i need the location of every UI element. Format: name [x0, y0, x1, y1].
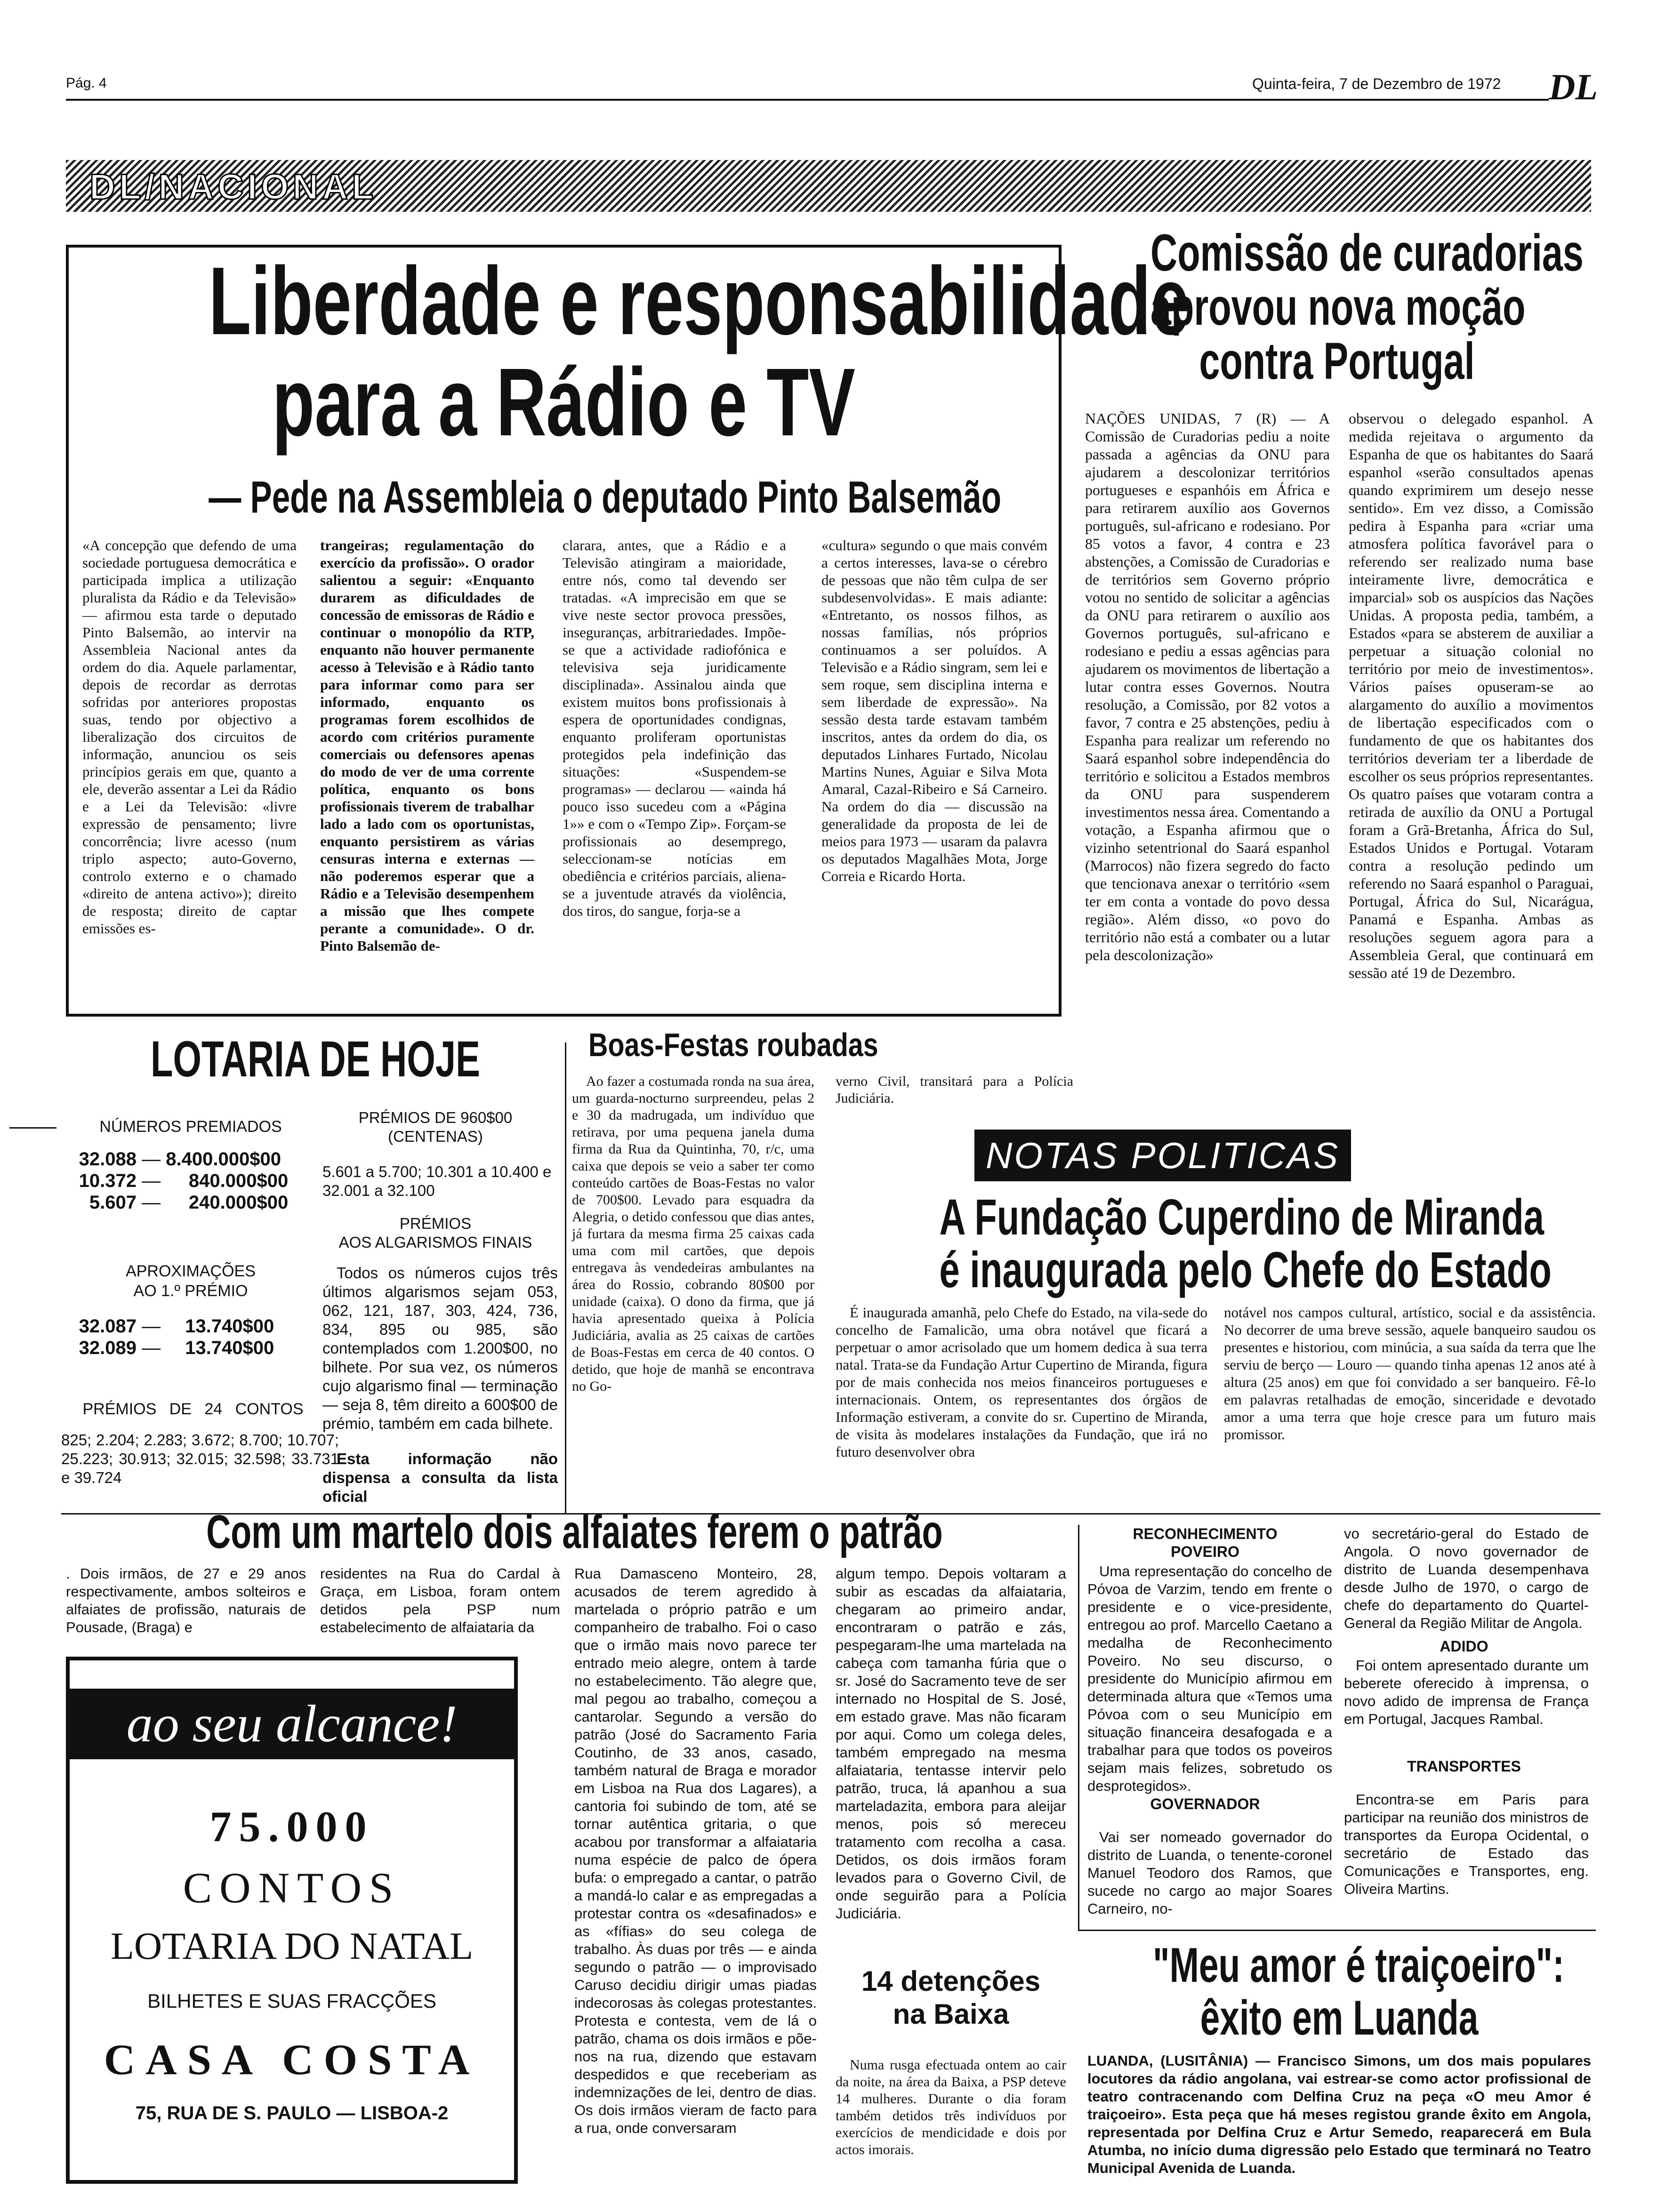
- notas-banner-label: NOTAS POLITICAS: [985, 1135, 1340, 1176]
- povoa-col2-text: vo secretário-geral do Estado de Angola. O novo governador de distrito de Luanda desempenhava desde Julho de 1970, o cargo de chefe do departamento do Quartel-General da Região Militar de Angola.: [1344, 1525, 1589, 1631]
- meuamor-title-wrap: [1080, 1939, 1598, 2044]
- notas-banner: [974, 1130, 1351, 1181]
- aprox-label: [66, 1261, 315, 1301]
- aprox-label-line1: APROXIMAÇÕES: [126, 1262, 256, 1280]
- meuamor-hrule: [1078, 1930, 1596, 1931]
- lotaria-vrule: [565, 1042, 566, 1513]
- ad-line5: CASA COSTA: [104, 2036, 480, 2084]
- povoa-heading: [1083, 1525, 1327, 1561]
- aprox-list: [71, 1315, 334, 1359]
- alfaiates-lead-col-2: residentes na Rua do Cardal à Graça, em Lisboa, foram ontem detidos pela PSP num estabelecimento de alfaiataria da: [320, 1565, 560, 1635]
- section-banner-label: DL/NACIONAL: [89, 167, 378, 207]
- finais-label-line1: PRÉMIOS: [399, 1215, 472, 1232]
- detencoes-text: Numa rusga efectuada ontem ao cair da noite, na área da Baixa, a PSP deteve 14 mulheres. Durante o dia foram também detidos três indivíduos por exercícios de mendicidade e dois por actos imorais.: [836, 2057, 1066, 2157]
- alfaiates-col-3: Rua Damasceno Monteiro, 28, acusados de terem agredido à martelada o próprio patrão e um companheiro de trabalho. Foi o caso que o irmão mais novo parece ter entrado meio alegre, ontem à tarde no estabelecimento. Tão alegre que, mal pegou ao trabalho, começou a cantarolar. Segundo a versão do patrão (José do Sacramento Faria Coutinho, de 33 anos, casado, também natural de Braga e morador em Lisboa na Rua dos Lagares), a cantoria foi subindo de tom, até se tornar autêntica gritaria, o que acabou por transformar a alfaiataria numa espécie de palco de ópera bufa: o empregado a cantar, o patrão a mandá-lo calar e as empregadas a protestar contra os «desafinados» e as «fífias» do seu colega de trabalho. Às duas por três — e ainda segundo o patrão — o improvisado Caruso decidiu dirigir umas piadas indecorosas às colegas protestantes. Protesta e contesta, vem de lá o patrão, chama os dois irmãos e põe-nos na rua, dizendo que estavam despedidos e que receberiam as indemnizações de lei, dentro de dias. Os dois irmãos vieram de facto para a rua, onde conversaram: [574, 1565, 817, 2136]
- boasfestas-col-1: Ao fazer a costumada ronda na sua área, um guarda-nocturno surpreendeu, pelas 2 e 30 da madrugada, um indivíduo que retirava, por uma pequena janela duma firma da Rua da Quintinha, 70, r/c, uma caixa que depois se veio a saber ter como conteúdo cartões de Boas-Festas no valor de 700$00. Levado para esquadra da Alegria, o detido confessou que dias antes, já furtara da mesma firma 25 caixas cada uma com mil cartões, que depois entregava às vendedeiras ambulantes na área do Rossio, cobrando 80$00 por unidade (caixa). O dono da firma, que já havia apresentado queixa à Polícia Judiciária, avalia as 25 caixas de cartões de Boas-Festas em cerca de 40 contos. O detido, que hoje de manhã se encontrava no Go-: [572, 1074, 814, 1394]
- notas-title-line1: A Fundação Cuperdino de Miranda: [939, 1188, 1544, 1245]
- masthead-rule: [66, 99, 1549, 101]
- premiado-row: 10.372 — 840.000$00: [79, 1170, 289, 1191]
- onu-col-2: observou o delegado espanhol. A medida rejeitava o argumento da Espanha de que os habitantes do Saará espanhol «serão consultados apenas quando exprimirem um desejo nesse sentido». Em vez disso, a Comissão pedira à Espanha para «criar uma atmosfera política favorável para o referendo ser realizado numa base inteiramente livre, democrática e imparcial» sob os auspícios das Nações Unidas. A proposta pedia, também, a Estados «para se absterem de auxiliar a perpetuar a situação colonial no território por meio de investimentos». Vários países opuseram-se ao alargamento do auxílio a movimentos de libertação especificados com o fundamento de que os habitantes dos territórios deveriam ter a liberdade de escolher os seus próprios representantes. Os quatro países que votaram contra a retirada de auxílio da ONU a Portugal foram a Grã-Bretanha, África do Sul, Estados Unidos e Portugal. Votaram contra a resolução pedindo um referendo no Saará espanhol o Paraguai, Portugal, África do Sul, Nicarágua, Panamá e Espanha. Ambas as resoluções seguem agora para a Assembleia Geral, que continuará em sessão até 19 de Dezembro.: [1349, 410, 1593, 981]
- finais-label-line2: AOS ALGARISMOS FINAIS: [338, 1234, 532, 1251]
- centenas-label-line1: PRÉMIOS DE 960$00: [358, 1109, 513, 1126]
- premiados-list: [71, 1148, 334, 1213]
- alfaiates-col-4: algum tempo. Depois voltaram a subir as escadas da alfaiataria, chegaram ao primeiro andar, encontraram o patrão e zás, pespegaram-lhe uma martelada na cabeça com tamanha fúria que o sr. José do Sacramento teve de ser internado no Hospital de S. José, em estado grave. Mas não ficaram por aqui. Como um colega deles, também empregado na mesma alfaiataria, tentasse intervir pelo patrão, truca, lá apanhou a sua marteladazita, embora para aleijar menos, pois só mereceu tratamento com recolha a casa. Detidos, os dois irmãos foram levados para o Governo Civil, de onde seguirão para a Polícia Judiciária.: [836, 1565, 1066, 1922]
- notas-col-1: É inaugurada amanhã, pelo Chefe do Estado, na vila-sede do concelho de Famalicão, uma obra notável que ficará a perpetuar o amor acrisolado que um homem dedica à sua terra natal. Trata-se da Fundação Artur Cupertino de Miranda, figura por de mais conhecida nos meios financeiros portugueses e internacionais. Ontem, os representantes dos órgãos de Informação estiveram, a convite do sr. Cupertino de Miranda, de visita às modelares instalações da Fundação, que irá no futuro desenvolver obra: [836, 1304, 1207, 1460]
- aprox-row: 32.089 — 13.740$00: [79, 1338, 274, 1358]
- aprox-label-line2: AO 1.º PRÉMIO: [133, 1282, 248, 1300]
- povoa-heading-line1: RECONHECIMENTO: [1133, 1525, 1278, 1542]
- ad-line3: LOTARIA DO NATAL: [110, 1924, 474, 1967]
- boasfestas-title: Boas-Festas roubadas: [588, 1026, 878, 1063]
- notas-title-line2: é inaugurada pelo Chefe do Estado: [939, 1241, 1552, 1298]
- section-banner: [66, 160, 1591, 212]
- lead-col-1: «A concepção que defendo de uma sociedade portuguesa democrática e participada implica a utilização pluralista da Rádio e da Televisão» — afirmou esta tarde o deputado Pinto Balsemão, ao intervir na Assembleia Nacional antes da ordem do dia. Aquele parlamentar, depois de recordar as derrotas sofridas por anteriores propostas suas, tendo por objectivo a liberalização dos circuitos de informação, anunciou os seis princípios gerais em que, quanto a ele, deverão assentar a Lei da Rádio e a Lei da Televisão: «livre expressão de pensamento; livre concorrência; livre acesso (num triplo aspecto; auto-Governo, controlo externo e o chamado «direito de antena activo»); direito de resposta; direito de captar emissões es-: [82, 537, 297, 937]
- alfaiates-lead-col-1: . Dois irmãos, de 27 e 29 anos respectivamente, ambos solteiros e alfaiates de profissão, naturais de Pousade, (Braga) e: [66, 1565, 306, 1635]
- premiados-label: NÚMEROS PREMIADOS: [99, 1118, 282, 1136]
- dl-logo: DL: [1549, 66, 1598, 107]
- centenas-label-line2: (CENTENAS): [388, 1128, 483, 1145]
- transportes-text: Encontra-se em Paris para participar na reunião dos ministros de transportes da Europa Ocidental, o secretário de Estado das Comunicações e Transportes, eng. Oliveira Martins.: [1344, 1791, 1589, 1897]
- lead-col-4: «cultura» segundo o que mais convém a certos interesses, lava-se o cérebro de pessoas que não têm culpa de ser subdesenvolvidas». E mais adiante: «Entretanto, os nossos filhos, as nossas famílias, nós próprios continuamos a ser poluídos. A Televisão e a Rádio singram, sem lei e sem roque, sem disciplina interna e sem liberdade de expressão». Na sessão desta tarde estavam também inscritos, antes da ordem do dia, os deputados Linhares Furtado, Nicolau Martins Nunes, Aguiar e Silva Mota Amaral, Cazal-Ribeiro e Sá Carneiro. Na ordem do dia — discussão na generalidade da proposta de lei de meios para 1973 — usaram da palavra os deputados Magalhães Mota, Jorge Correia e Ricardo Horta.: [821, 537, 1047, 884]
- governador-text: Vai ser nomeado governador do distrito de Luanda, o tenente-coronel Manuel Teodoro dos Ramos, que sucede no cargo ao major Soares Carneiro, no-: [1087, 1829, 1332, 1917]
- lead-title-line2: para a Rádio e TV: [272, 348, 855, 456]
- adido-heading: ADIDO: [1440, 1638, 1488, 1655]
- issue-date: Quinta-feira, 7 de Dezembro de 1972: [1252, 75, 1501, 92]
- lotaria-title-wrap: [66, 1031, 565, 1087]
- onu-col-1: NAÇÕES UNIDAS, 7 (R) — A Comissão de Curadorias pediu a noite passada a agências da ONU para ajudarem a descolonizar territórios portugueses e espanhóis em África e para retirarem auxílio aos Governos português, sul-africano e rodesiano. Por 85 votos a favor, 4 contra e 23 abstenções, a Comissão de Curadorias e de territórios sem Governo próprio votou no sentido de solicitar a agências da ONU para retirarem o auxílio aos Governos português, sul-africano e rodesiano e pediu a essas agências para ajudarem os movimentos de libertação a lutar contra esses Governos. Noutra resolução, a Comissão, por 82 votos a favor, 7 contra e 25 abstenções, pediu à Espanha para realizar um referendo no Saará espanhol sobre independência do território e solicitou a Estados membros da ONU para suspenderem investimentos nessa área. Comentando a votação, a Espanha afirmou que o vizinho setentrional do Saará espanhol (Marrocos) não fizera segredo do facto que tencionava anexar o território «sem ter em conta a vontade do povo dessa região». Além disso, «o povo do território não está a combater ou a lutar pela descolonização»: [1085, 410, 1330, 963]
- casa-costa-ad: [66, 1657, 518, 2184]
- alfaiates-title-wrap: [66, 1506, 1069, 1558]
- lotaria-title: LOTARIA DE HOJE: [151, 1030, 480, 1087]
- detencoes-title-line1: 14 detenções: [861, 1965, 1041, 1997]
- detencoes-title-line2: na Baixa: [893, 1998, 1009, 2030]
- ad-line6: 75, RUA DE S. PAULO — LISBOA-2: [135, 2103, 449, 2124]
- boasfestas-col-2: verno Civil, transitará para a Polícia Judiciária.: [836, 1074, 1073, 1106]
- ad-slogan: ao seu alcance!: [126, 1695, 458, 1753]
- lotaria-disclaimer: Esta informação não dispensa a consulta da lista oficial: [322, 1450, 558, 1505]
- contos-list: 825; 2.204; 2.283; 3.672; 8.700; 10.707; 25.223; 30.913; 32.015; 32.598; 33.731 e 39.724: [61, 1431, 339, 1486]
- notas-col-2: notável nos campos cultural, artístico, social e da assistência. No decorrer de uma breve sessão, aquele banqueiro saudou os presentes e historiou, com minúcia, a sua saída da terra que lhe serviu de berço — Louro — quando tinha apenas 12 anos até à altura (25 anos) em que foi convidado a ser banqueiro. Fê-lo em palavras retalhadas de emoção, sinceridade e devotado amor a uma terra que hoje cresce para um futuro mais promissor.: [1224, 1304, 1596, 1443]
- onu-title-line1: Comissão de curadorias: [1150, 224, 1584, 282]
- ad-line2: CONTOS: [183, 1864, 401, 1912]
- aprox-row: 32.087 — 13.740$00: [79, 1316, 274, 1337]
- transportes-heading: TRANSPORTES: [1407, 1758, 1521, 1775]
- lead-subtitle: — Pede na Assembleia o deputado Pinto Balsemão: [209, 472, 1001, 522]
- povoa-heading-line2: POVEIRO: [1171, 1543, 1239, 1560]
- lead-title-wrap: [71, 245, 1190, 523]
- ad-line1: 75.000: [209, 1803, 374, 1851]
- finais-text: Todos os números cujos três últimos algarismos sejam 053, 062, 121, 187, 303, 424, 736, 834, 895 ou 985, são contemplados com 1.200$00, no bilhete. Por sua vez, os números cujo algarismo final — terminação — seja 8, têm direito a 600$00 de prémio, também em cada bilhete.: [322, 1264, 558, 1432]
- ad-slogan-bar: [70, 1689, 514, 1759]
- page-number: Pág. 4: [66, 75, 107, 91]
- detencoes-title: [833, 1965, 1069, 2031]
- centenas-label: [325, 1108, 546, 1146]
- lead-col-3: clarara, antes, que a Rádio e a Televisão atingiram a maioridade, entre nós, como tal devendo ser tratadas. «A imprecisão em que se vive neste sector provoca pressões, inseguranças, arbitrariedades. Impõe-se que a actividade radiofónica e televisiva seja juridicamente disciplinada». Assinalou ainda que existem muitos bons profissionais à espera de oportunidades condignas, enquanto proliferam oportunistas protegidos pela indefinição das situações: «Suspendem-se programas» — declarou — «ainda há pouco isso sucedeu com a «Página 1»» e com o «Tempo Zip». Forçam-se profissionais ao desemprego, seleccionam-se notícias em obediência e critérios parciais, aliena-se a juventude através da violência, dos tiros, do sangue, forja-se a: [563, 537, 786, 919]
- onu-title-line2: aprovou nova moção: [1150, 278, 1526, 336]
- meuamor-text: LUANDA, (LUSITÂNIA) — Francisco Simons, um dos mais populares locutores da rádio angolana, vai estrear-se como actor profissional de teatro contracenando com Delfina Cruz na peça «O meu Amor é traiçoeiro». Esta peça que há meses registou grande êxito em Angola, representada por Delfina Cruz e Artur Semedo, reaparecerá em Bula Atumba, no início duma digressão pelo Estado que terminará no Teatro Municipal Avenida de Luanda.: [1087, 2052, 1591, 2176]
- contos-label: PRÉMIOS DE 24 CONTOS: [82, 1400, 304, 1418]
- governador-heading: GOVERNADOR: [1150, 1795, 1260, 1812]
- ad-line4: BILHETES E SUAS FRACÇÕES: [147, 1990, 436, 2012]
- povoa-text: Uma representação do concelho de Póvoa de Varzim, tendo em frente o presidente e o vice-presidente, entregou ao prof. Marcello Caetano a medalha de Reconhecimento Poveiro. No seu discurso, o presidente do Município afirmou em determinada altura que «Temos uma Póvoa com o seu Município em situação financeira desafogada e a trabalhar para que todos os poveiros sejam mais felizes, sobretudo os desprotegidos».: [1087, 1563, 1332, 1794]
- onu-title-line3: contra Portugal: [1199, 332, 1475, 390]
- meuamor-title-line1: "Meu amor é traiçoeiro":: [1153, 1938, 1565, 1993]
- meuamor-title-line2: êxito em Luanda: [1200, 1991, 1479, 2045]
- notas-title-wrap: [833, 1188, 1591, 1298]
- lead-title-line1: Liberdade e responsabilidade: [209, 247, 1190, 355]
- adido-text: Foi ontem apresentado durante um beberete oferecido à imprensa, o novo adido de imprensa de França em Portugal, Jacques Rambal.: [1344, 1657, 1589, 1727]
- premiado-row: 32.088 — 8.400.000$00: [79, 1149, 281, 1170]
- finais-label: [325, 1214, 546, 1252]
- right-vrule: [1078, 1525, 1079, 1930]
- centenas-list: 5.601 a 5.700; 10.301 a 10.400 e 32.001 a 32.100: [322, 1163, 552, 1199]
- alfaiates-title: Com um martelo dois alfaiates ferem o patrão: [206, 1506, 943, 1558]
- lotaria-side-rule: [9, 1127, 56, 1129]
- onu-title-wrap: [1078, 226, 1596, 388]
- premiado-row: 5.607 — 240.000$00: [89, 1192, 289, 1213]
- lead-col-2: trangeiras; regulamentação do exercício da profissão». O orador salientou a seguir: «Enquanto durarem as dificuldades de concessão de emissoras de Rádio e continuar o monopólio da RTP, enquanto não houver permanente acesso à Televisão e à Rádio tanto para informar como para ser informado, enquanto os programas forem escolhidos de acordo com critérios puramente comerciais ou defensores apenas do modo de ver de uma corrente política, enquanto os bons profissionais tiverem de trabalhar lado a lado com os oportunistas, enquanto persistirem as várias censuras interna e externas — não poderemos esperar que a Rádio e a Televisão desempenhem a missão que lhes compete perante a comunidade». O dr. Pinto Balsemão de-: [320, 537, 534, 954]
